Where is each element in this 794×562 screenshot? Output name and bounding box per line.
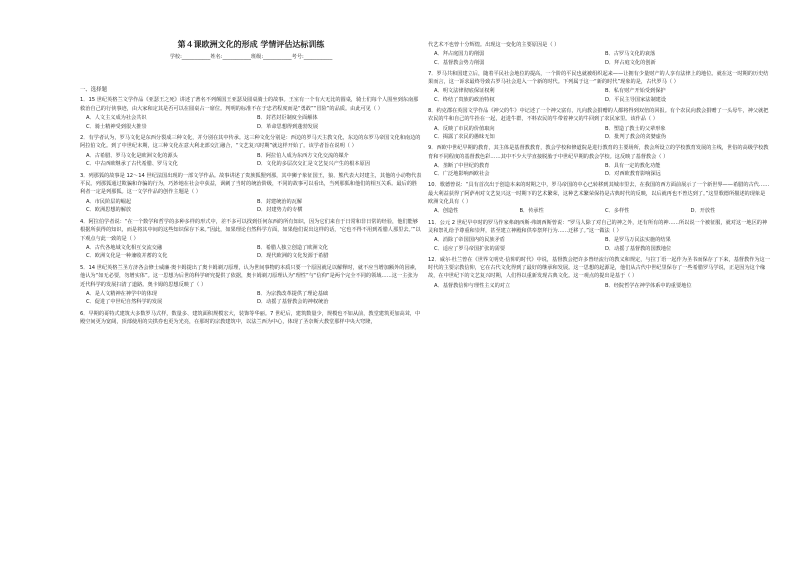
- question-text: 代艺术不也曾十分辉煌。出现这一变化的主要原因是（ ）: [428, 42, 560, 48]
- answer-options: [80, 290, 422, 307]
- answer-option[interactable]: A．拜占庭国力的削弱: [434, 51, 485, 58]
- question-item: [428, 41, 770, 67]
- answer-option[interactable]: A．古代各地域文化相互交流交融: [86, 244, 163, 251]
- question-text: 3．列那狐的故事是 12～14 世纪法国出现的一部文学作品。故事讲述了贵族狐狸列那，其中狮子象征国王，狼、熊代表大封建主，其他的小动物代表平民。列那狐通过欺骗和诈骗的行为，巧妙地在社会中获益，讽刺了当时的统治阶级，不同的故事可以看出，当列那狐和他们的相互关系。最后的胜利者一定是列那狐。这一文学作品的创作主题是（ ）: [80, 172, 422, 196]
- answer-option[interactable]: B．具有一定的教化功能: [605, 162, 661, 169]
- answer-option[interactable]: B．阿拉伯人成为东西方文化交流的媒介: [257, 152, 349, 159]
- question-text: 9．西欧中世纪早期的教育，其主体是基督教教育，教会学校和修道院是进行教育的主要场所，教会所设立的学校教育发展的主线，世俗的高级学校教育和不同程度的基督教色彩……其中不少大学直接脱胎于中世纪早期的教会学校。这反映了基督教会（ ）: [428, 145, 769, 160]
- answer-options: [80, 152, 422, 169]
- question-item: [80, 218, 422, 261]
- question-text: 11．公元 2 世纪早中时的罗马作家弗朗西斯·弗朗西斯曾说：“罗马人除了对自己的神之外，还有所有的神……所以说一个被征服，就对这一地区的神灵和祭礼给予尊重和崇拜，甚至建立神殿和供奉祭拜行为……迁移了。”这一做法（ ）: [428, 219, 768, 234]
- answer-options: [428, 236, 770, 253]
- student-info-line: 学校:___________姓名:___________班级:___________考号:___________: [169, 54, 333, 60]
- question-text: 8．约克郡在英国文学作品《神父的牛》中记述了一个神父富有，凡向教会捐赠的人都将得到双倍的回报。有个农民向教会捐赠了一头母牛，神父就把农民的牛和自己的牛拴在一起，赶进牛群，不料农民的牛带着神父的牛回到了农民家里。该作品（ ）: [428, 108, 769, 123]
- question-item: [428, 181, 770, 215]
- section-title: 一、选择题: [80, 87, 107, 93]
- answer-option[interactable]: A．市民阶层的崛起: [86, 198, 132, 205]
- answer-option[interactable]: B．希腊人独立创造了欧洲文化: [257, 244, 328, 251]
- answer-option[interactable]: D．动摇了基督教的国教地位: [605, 245, 672, 252]
- answer-option[interactable]: C．多样性: [605, 208, 630, 215]
- answer-options: [80, 114, 422, 131]
- question-item: [80, 172, 422, 215]
- answer-option[interactable]: C．欧洲文化是一种兼收并蓄的文化: [86, 253, 168, 260]
- answer-option[interactable]: A．古希腊、罗马文化是欧洲文化的源头: [86, 152, 178, 159]
- answer-option[interactable]: C．促进了中世纪自然科学的发展: [86, 299, 163, 306]
- answer-option[interactable]: B．是罗马万民法实施的结果: [605, 237, 671, 244]
- question-text: 6．早期的哥特式建筑大多数罗马式样，数量多、建筑面积规模宏大，装饰等华丽。7 世纪后，建筑数量少，规模也不如从前，教堂建筑更加高耸，中殿空间更为宽阔，顶部使用的尖拱券也更为光亮，在那时的宗教建筑中，以法兰西为中心，体现了圣奈斯大教堂那样中央大穹隆，: [80, 310, 421, 326]
- answer-option[interactable]: D．现代欧洲的文化发源于希腊: [257, 253, 329, 260]
- answer-options: [80, 244, 422, 261]
- answer-option[interactable]: D．封建势力的专横: [257, 207, 303, 214]
- answer-options: [428, 125, 770, 142]
- question-text: 7．罗马共和国建立后，随着平民社会地位的提高，一个阶的平民也就被组织起来——让拥有少量财产的人享有法律上的地位。就在这一时期的历史结果而言，这一诉求最终导致古罗马社会进入一个新的时代。下列属于这一“新的时代”现象的是，古代罗马（ ）: [428, 70, 769, 86]
- answer-option[interactable]: A．消除了帝国国内的民族矛盾: [434, 237, 505, 244]
- answer-option[interactable]: D．对西欧教育影响深远: [605, 171, 661, 178]
- answer-option[interactable]: D．革命思想得到蓬勃发展: [257, 123, 319, 130]
- answer-option[interactable]: A．明文法律彻底保证权利: [434, 88, 495, 95]
- answer-options: [428, 162, 770, 179]
- answer-options: [428, 50, 770, 67]
- answer-option[interactable]: C．基督教会势力削弱: [434, 59, 485, 66]
- answer-option[interactable]: B．古罗马文化的衰落: [605, 51, 656, 58]
- question-item: [80, 134, 422, 169]
- question-text: 1．15 世纪英格兰文学作品《亚瑟王之死》讲述了著名不列颠国王亚瑟及圆桌骑士的故事。王室有一个有大无比的圆桌，骑士们每个人围坐到东南那救治自己的行侠事迹，由大家和定其是否可以在圆桌占一席位。判明的标准不在于忠君程度而是“勇敢”“冒险”的品质。由此可见（ ）: [80, 97, 419, 112]
- left-question-list: [80, 96, 422, 326]
- question-item: [428, 144, 770, 178]
- answer-option[interactable]: B．塑造了教士的父辈形象: [605, 125, 666, 132]
- answer-option[interactable]: D．平民主导国家法制建设: [605, 96, 667, 103]
- answer-option[interactable]: D．开放性: [690, 208, 716, 215]
- answer-option[interactable]: C．欧洲思想的解放: [86, 207, 132, 214]
- question-item: [428, 70, 770, 104]
- answer-option[interactable]: B．封建统治的瓦解: [257, 198, 303, 205]
- answer-options: [428, 87, 770, 104]
- right-column: [428, 41, 770, 293]
- answer-option[interactable]: B．经院哲学在神学体系中的重要地位: [605, 282, 692, 289]
- answer-option[interactable]: C．中古西欧继承了古代希腊、罗马文化: [86, 161, 178, 168]
- question-text: 5．14 世纪英格兰圣方济各会修士威廉·奥卡姆提出了奥卡姆剃刀原理，认为世间事物的本质只要一个原因就足以解释时，就不应当增加额外的因素，他认为“如无必要，勿增实体”。这一思想为后世的科学研究提供了依据，奥卡姆剃刀原理认为“理性”与“信仰”是两个完全不同的领域……这一主张为近代科学的发展扫清了道路。奥卡姆的思想反映了（ ）: [80, 264, 421, 288]
- question-text: 4．阿拉伯学者说：“在一个数学和哲学的多种多样的形式中，差不多可以找到任何东西的所有知识，因为它们来自于日常和非日常的经验，他们能够根据所获得的知识，而是将其中间的这些知识保存下来。”因此，如果理论自然科学方面，如果他们说出这样的话，‘它也不得不用到希腊人那里去。’”以下观点与此一致的是（ ）: [80, 218, 421, 242]
- answer-option[interactable]: C．揭露了农民的愚昧无知: [434, 133, 495, 140]
- answer-option[interactable]: A．基督教信仰与理性主义的对立: [434, 282, 511, 289]
- answer-option[interactable]: C．终结了贵族的政治特权: [434, 96, 495, 103]
- question-item: [428, 219, 770, 253]
- answer-option[interactable]: A．人文主义成为社会共识: [86, 115, 147, 122]
- answer-option[interactable]: D．批判了教会的贪婪虚伪: [605, 133, 667, 140]
- answer-options: [80, 198, 422, 215]
- answer-option[interactable]: C．广泛地影响西欧社会: [434, 171, 490, 178]
- answer-option[interactable]: A．垄断了中世纪的教育: [434, 162, 490, 169]
- answer-options: [428, 282, 770, 290]
- answer-option[interactable]: A．反映了市民的价值取向: [434, 125, 495, 132]
- answer-option[interactable]: B．传承性: [519, 208, 544, 215]
- title-block: [80, 39, 422, 61]
- page-title: 第４课欧洲文化的形成 学情评估达标训练: [177, 40, 325, 49]
- question-item: [80, 96, 422, 131]
- answer-option[interactable]: C．骑士精神受到很大推崇: [86, 123, 147, 130]
- answer-option[interactable]: A．创造性: [434, 208, 459, 215]
- answer-option[interactable]: A．是人文精神在神学中的体现: [86, 290, 157, 297]
- question-text: 10．歌德曾说：“具有首次出于创造本来的时期之中，罗马帝国的中心已转移到其城市里去，在我国的西方面前展示了一个新世界——希腊的古代……最大利益获得了阿萨州对文艺复兴这一时期下的艺术繁荣，这种艺术繁荣保持是古典时代的反映，以后就再也不曾达到了。”这里歌德所描述的现象是欧洲文化具有（ ）: [428, 182, 770, 206]
- question-text: 2．有学者认为，罗马文化是东西分裂成三种文化，并分别在其中传承。这三种文化分别是：西边的罗马天主教文化，东边的东罗马帝国文化和南边的阿拉伯文化。到了中世纪末期，这三种文化在意大利北部交汇融合，“文艺复兴时期”就这样开始了。该学者旨在说明（ ）: [80, 135, 421, 150]
- answer-option[interactable]: D．动摇了基督教会的神权统治: [257, 299, 329, 306]
- question-item: [80, 310, 422, 327]
- answer-option[interactable]: B．封君封臣制度全面解体: [257, 115, 318, 122]
- question-text: 12．威尔·杜兰曾在《世界文明史·信仰的时代》中说，基督教会把许多曾经流行的教义和规定，与拉丁语一起作为圣书而保存了下来，基督教作为这一时代的主要宗教信仰，它在古代文化得到了最好的继承和发展。这一思想的起源是，他们从古代中世纪里保存了一些希腊罗马学说，正是因为这个缘故，在中世纪下的文艺复兴时期，人们得以重新发现古典文化。这一观点的提出是基于（ ）: [428, 256, 770, 280]
- answer-option[interactable]: B．为宗教改革提供了理论基础: [257, 290, 328, 297]
- answer-option[interactable]: D．文化的多层次交汇是文艺复兴产生的根本原因: [257, 161, 370, 168]
- left-column: [80, 80, 422, 327]
- answer-options: [428, 207, 770, 215]
- answer-option[interactable]: D．拜占庭文化的创新: [605, 59, 656, 66]
- question-item: [80, 264, 422, 307]
- question-item: [428, 256, 770, 290]
- answer-option[interactable]: B．私有财产开始受到保护: [605, 88, 666, 95]
- answer-option[interactable]: C．适应了罗马帝国扩张的需要: [434, 245, 506, 252]
- question-item: [428, 107, 770, 141]
- right-question-list: [428, 41, 770, 290]
